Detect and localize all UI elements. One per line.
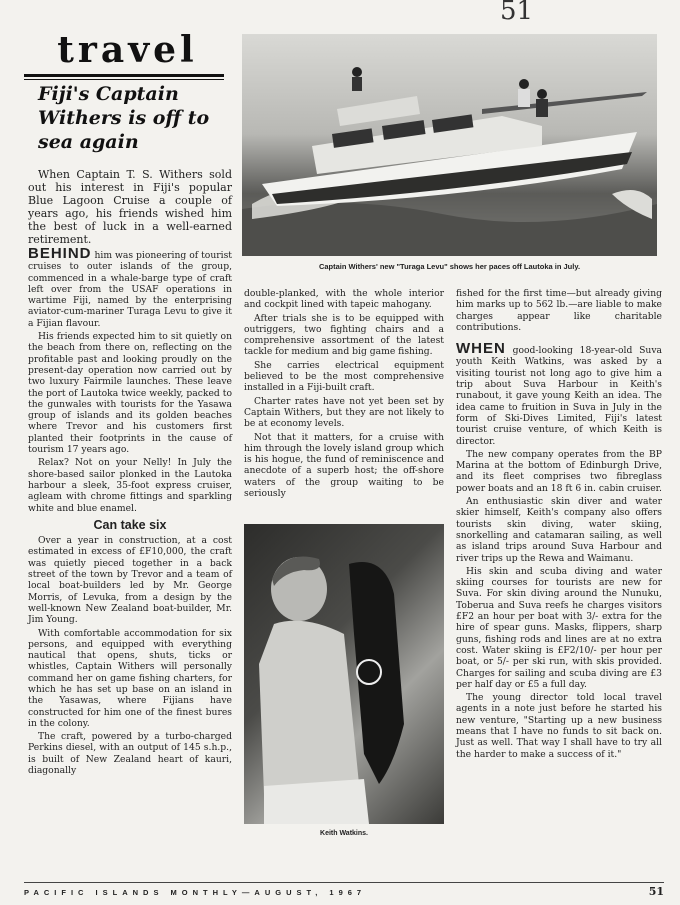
paragraph-when	[456, 340, 662, 447]
keith-illustration	[244, 524, 444, 824]
footer-rule	[24, 882, 664, 883]
intro-paragraph: When Captain T. S. Withers sold out his interest in Fiji's popular Blue Lagoon Cruise a couple of years ago, his friends wished him the best of luck in a well-earned retirement.	[28, 168, 232, 246]
article-headline: Fiji's Captain Withers is off to sea again	[38, 83, 210, 153]
paragraph-behind-text: him was pioneering of tourist cruises to outer islands of the group, commenced in a whale-barge type of craft left over from the USAF operations in wartime Fiji, named by the enterprising aviator-cum-mariner Turaga Levu to give it a Fijian flavour.	[28, 250, 232, 329]
keith-watkins-photo	[244, 524, 444, 824]
paragraph: She carries electrical equipment believed to be the most comprehensive installed in a Fiji-built craft.	[244, 359, 444, 394]
paragraph-behind	[28, 245, 232, 329]
paragraph: His skin and scuba diving and water skiing courses for tourists are new for Suva. For skin diving around the Nunuku, Toberua and Suva reefs he charges visitors £F2 an hour per boat with 3/- extra for the hire of spear guns. Masks, flippers, sharp guns, fishing rods and lines are at no extra cost. Water skiing is £F2/10/- per hour per boat, or 5/- per ski run, with skis provided. Charges for sailing and scuba diving are £3 per half day or £5 a full day.	[456, 565, 662, 690]
paragraph: The new company operates from the BP Marina at the bottom of Edinburgh Drive, and its fleet comprises two fibreglass power boats and an 18 ft 6 in. cabin cruiser.	[456, 448, 662, 494]
title-rule-thin	[24, 79, 224, 80]
article-column-1	[28, 168, 232, 778]
section-title: travel	[57, 29, 198, 71]
paragraph: The craft, powered by a turbo-charged Perkins diesel, with an output of 145 s.h.p., is built of New Zealand heart of kauri, diagonally	[28, 731, 232, 777]
article-column-3	[456, 288, 662, 762]
paragraph-when-text: good-looking 18-year-old Suva youth Keith Watkins, was asked by a visiting tourist not long ago to give him a trip about Suva Harbour in Keith's runabout, it gave young Keith an idea. The idea came to fruition in Suva in July in the form of Ski-Dives Limited, Fiji's latest tourist cruise venture, of which Keith is director.	[456, 345, 662, 447]
paragraph: The young director told local travel agents in a note just before he started his new venture, "Starting up a new business means that I have no funds to sit back on. Just as well. That way I shall have to try all the harder to make a success of it."	[456, 692, 662, 760]
paragraph: After trials she is to be equipped with outriggers, two fighting chairs and a comprehensive assortment of the latest tackle for medium and big game fishing.	[244, 312, 444, 358]
boat-photo	[242, 34, 657, 256]
paragraph: Not that it matters, for a cruise with him through the lovely island group which is his hogue, the fund of reminiscence and anecdote of a superb host; the off-shore waters of the group waiting to be seriously	[244, 431, 444, 500]
drop-cap-when: WHEN	[456, 340, 506, 358]
article-column-2	[244, 288, 444, 501]
publication-line: PACIFIC ISLANDS MONTHLY—AUGUST, 1967	[24, 888, 367, 897]
subhead-can-take-six: Can take six	[93, 517, 167, 532]
paragraph: Over a year in construction, at a cost estimated in excess of £F10,000, the craft was quietly pieced together in a back street of the town by Trevor and a team of local boat-builders led by Mr. George Morris, of Levuka, from a design by the well-known New Zealand boat-builder, Mr. Jim Young.	[28, 535, 232, 626]
keith-photo-caption: Keith Watkins.	[320, 830, 368, 837]
paragraph: With comfortable accommodation for six persons, and equipped with everything nautical that opens, shuts, ticks or whistles, Captain Withers will personally command her on game fishing charters, for which he has set up base on an island in the Yasawas, where Fijians have constructed for him one of the finest bures in the colony.	[28, 627, 232, 729]
paragraph: fished for the first time—but already giving him marks up to 562 lb.—are liable to make charges appear like charitable contributions.	[456, 288, 662, 333]
paragraph: His friends expected him to sit quietly on the beach from there on, reflecting on the profitable past and looking proudly on the present-day operation now carried out by two luxury Fairmile launches. These leave the port of Lautoka twice weekly, packed to the gunwales with tourists for the Yasawa group of islands and its golden beaches where Trevor and his customers first planted their footprints in the cause of tourism 17 years ago.	[28, 331, 232, 456]
boat-illustration	[242, 34, 657, 256]
paragraph: double-planked, with the whole interior and cockpit lined with tapeic mahogany.	[244, 288, 444, 311]
handwritten-page-mark: 51	[500, 0, 534, 26]
paragraph: Charter rates have not yet been set by Captain Withers, but they are not likely to be at economy levels.	[244, 395, 444, 430]
title-rule	[24, 74, 224, 77]
boat-photo-caption: Captain Withers' new "Turaga Levu" shows her paces off Lautoka in July.	[318, 262, 581, 271]
paragraph: Relax? Not on your Nelly! In July the shore-based sailor plonked in the Lautoka harbour a sleek, 35-foot express cruiser, agleam with chrome fittings and sparkling white and blue enamel.	[28, 457, 232, 514]
page-footer	[24, 885, 664, 900]
page-number: 51	[648, 885, 664, 898]
paragraph: An enthusiastic skin diver and water skier himself, Keith's company also offers tourists skin diving, water skiing, snorkelling and catamaran sailing, as well as island trips around Suva Harbour and river trips up the Rewa and Waimanu.	[456, 496, 662, 564]
drop-cap-behind: BEHIND	[28, 245, 92, 262]
